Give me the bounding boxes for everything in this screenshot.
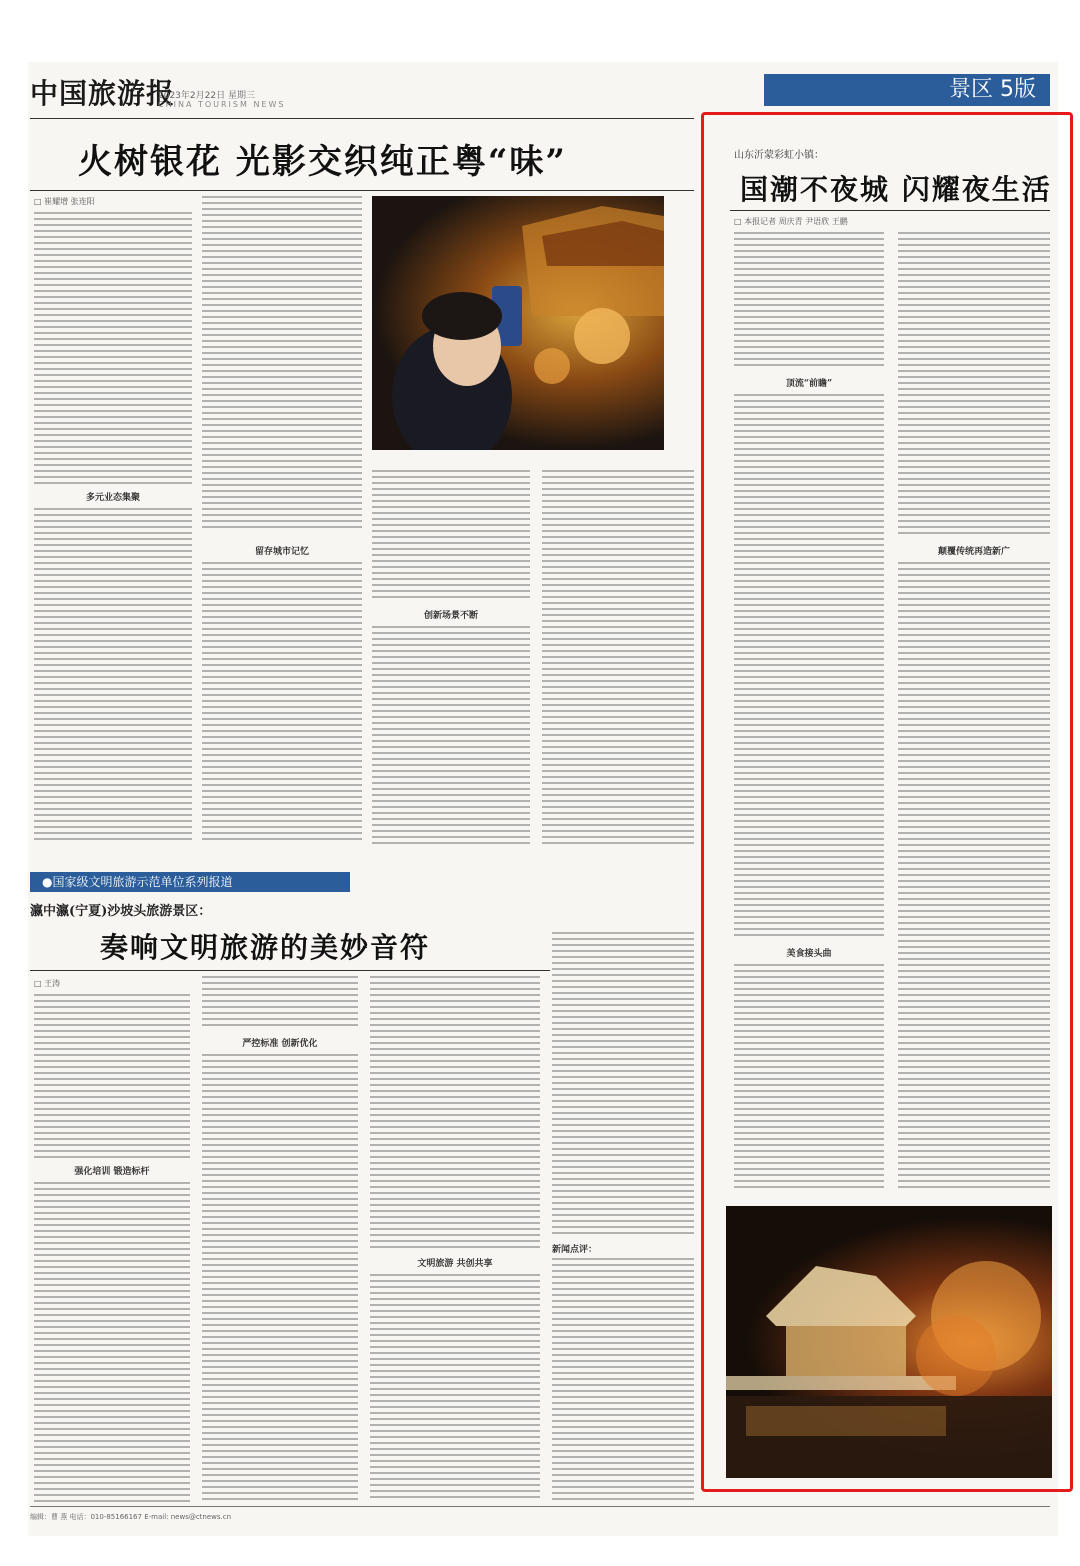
masthead-logo: 中国旅游报	[30, 77, 176, 110]
article2-subhead-2: 严控标准 创新优化	[202, 1036, 358, 1049]
highlight-box	[701, 112, 1073, 1492]
article2-column-4a	[552, 932, 694, 1236]
article2-column-2a	[202, 976, 358, 1028]
article2-subhead-4: 新闻点评：	[552, 1245, 598, 1255]
article1-column-1b	[34, 508, 192, 844]
article2-column-2b	[202, 1054, 358, 1502]
article1-column-2a	[202, 196, 362, 532]
article1-byline: □ 崔耀增 张连阳	[34, 197, 95, 206]
article2-kicker: 瀛中瀛(宁夏)沙坡头旅游景区：	[30, 904, 212, 919]
series-banner: ●国家级文明旅游示范单位系列报道	[30, 872, 350, 892]
article3-kicker: 山东沂蒙彩虹小镇：	[734, 150, 824, 161]
article1-subhead-2: 留存城市记忆	[202, 544, 362, 557]
article1-column-2b	[202, 562, 362, 844]
article1-subhead-1: 多元业态集聚	[34, 490, 192, 503]
article2-column-3b	[370, 1274, 540, 1502]
article2-column-3a	[370, 976, 540, 1248]
article3-subhead-3: 美食接头曲	[734, 946, 884, 959]
article1-headline: 火树银花 光影交织纯正粤“味”	[78, 142, 567, 182]
article2-headline: 奏响文明旅游的美妙音符	[100, 931, 431, 964]
masthead-rule	[30, 118, 694, 119]
article3-subhead-2: 颠覆传统再造新广	[898, 544, 1050, 557]
night-lantern-photo	[372, 196, 664, 450]
article2-byline: □ 王涛	[34, 979, 61, 988]
page-footer: 编辑：曹 燕 电话：010-85166167 E-mail: news@ctnews.cn	[30, 1513, 232, 1521]
article2-column-1a	[34, 994, 190, 1158]
article2-subhead-1: 强化培训 锻造标杆	[34, 1164, 190, 1177]
article1-column-4	[542, 470, 694, 844]
article2-column-4b	[552, 1258, 694, 1502]
article1-column-3a	[372, 470, 530, 598]
night-lantern-photo-art	[372, 196, 664, 450]
article2-column-1b	[34, 1182, 190, 1502]
masthead-subtitle: CHINA TOURISM NEWS	[158, 100, 286, 109]
article2-subhead-3: 文明旅游 共创共享	[370, 1256, 540, 1269]
article3-subhead-1: 顶流“前瞻”	[734, 376, 884, 389]
article2-rule	[30, 970, 550, 971]
article1-column-1a	[34, 212, 192, 484]
article1-column-3b	[372, 626, 530, 844]
article3-byline: □ 本报记者 周庆青 尹语欣 王鹏	[734, 217, 848, 226]
article1-subhead-3: 创新场景不断	[372, 608, 530, 621]
footer-rule	[30, 1506, 1050, 1507]
article3-headline: 国潮不夜城 闪耀夜生活	[740, 173, 1052, 206]
article1-rule	[30, 190, 694, 191]
masthead-date: 2023年2月22日 星期三	[158, 91, 255, 101]
section-tag: 景区 5版	[764, 74, 1050, 106]
